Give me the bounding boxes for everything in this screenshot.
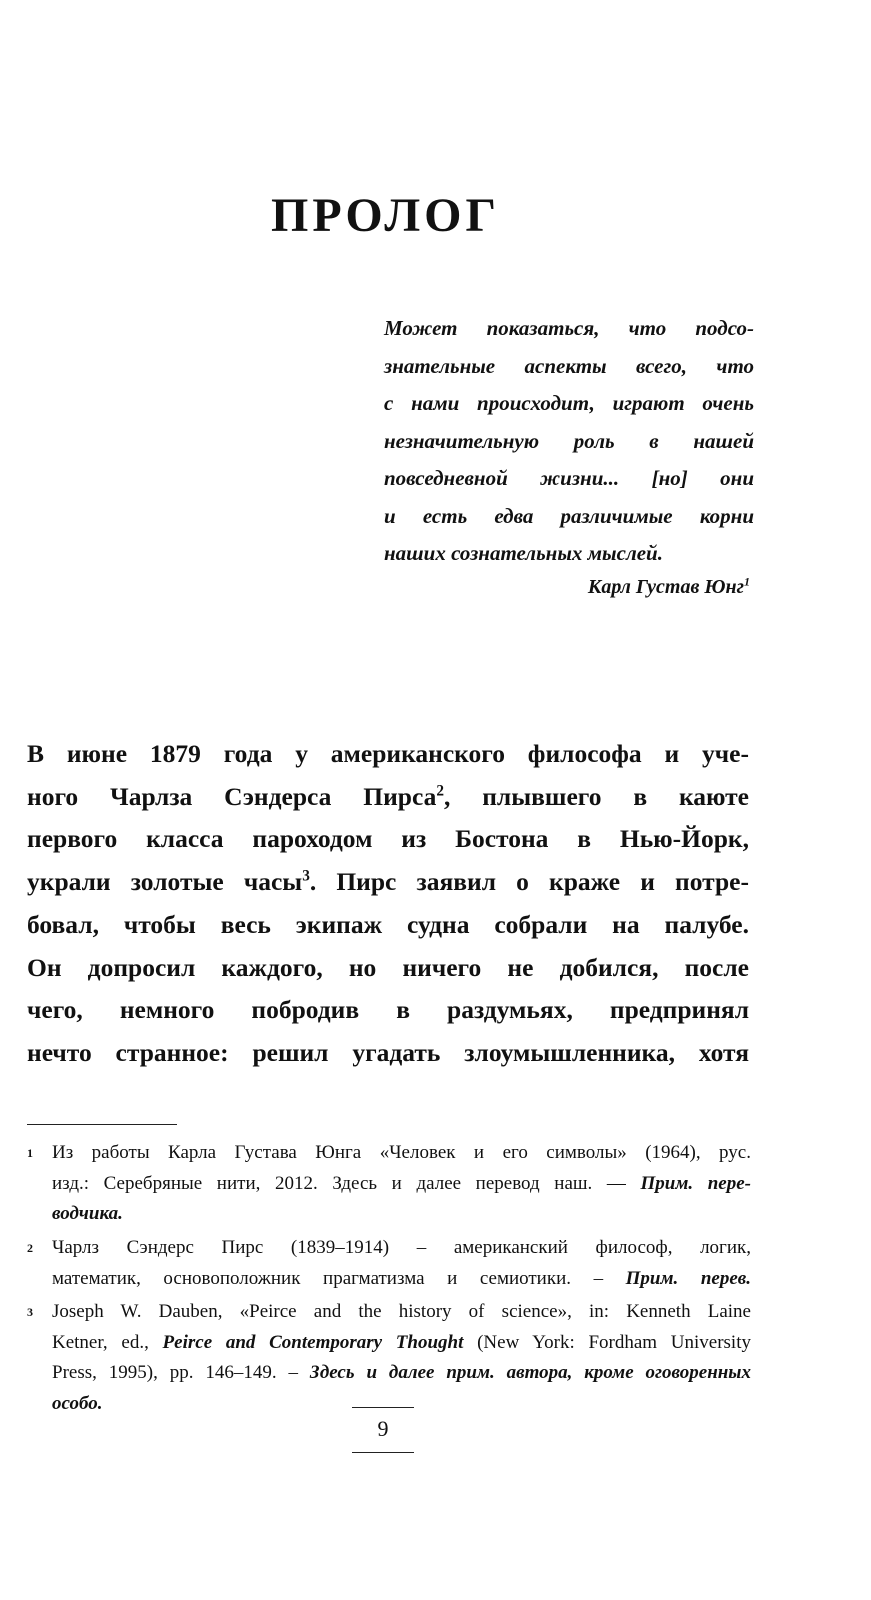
text-fragment: украли золотые часы xyxy=(27,867,303,897)
footnote-3 xyxy=(27,1297,751,1419)
footnote-line xyxy=(52,1199,751,1230)
epigraph-line: наших сознательных мыслей. xyxy=(384,541,663,565)
epigraph-line: с нами происходит, играют очень xyxy=(384,391,754,415)
page-number: 9 xyxy=(352,1407,414,1453)
footnote-divider xyxy=(27,1124,177,1125)
footnote-note: водчика. xyxy=(52,1203,123,1224)
footnote-line xyxy=(52,1169,751,1200)
chapter-title: ПРОЛОГ xyxy=(271,189,500,242)
epigraph-line: Может показаться, что подсо- xyxy=(384,316,754,340)
footnote-note: особо. xyxy=(52,1392,103,1414)
text-line: нечто странное: решил угадать злоумышленника, хотя xyxy=(27,1037,749,1067)
footnote-line xyxy=(52,1264,751,1295)
text-fragment: ного Чарлза Сэндерса Пирса xyxy=(27,781,437,811)
footnote-2 xyxy=(27,1233,751,1294)
book-title: Peirce and Contemporary Thought xyxy=(162,1331,464,1353)
text-line: бовал, чтобы весь экипаж судна собрали на палубе. xyxy=(27,909,749,939)
epigraph-line: повседневной жизни... [но] они xyxy=(384,466,754,490)
text-line: В июне 1879 года у американского философа и уче- xyxy=(27,739,749,768)
footnote-ref: 2 xyxy=(436,782,444,800)
footnote-ref: 3 xyxy=(302,867,310,885)
footnote-text: изд.: Серебряные нити, 2012. Здесь и далее перевод наш. — xyxy=(52,1172,641,1194)
footnote-number: 1 xyxy=(27,1146,33,1160)
footnote-note: Прим. перев. xyxy=(625,1267,751,1289)
body-text xyxy=(27,733,749,1075)
footnote-line xyxy=(52,1358,751,1389)
footnote-line: Из работы Карла Густава Юнга «Человек и его символы» (1964), рус. xyxy=(52,1142,751,1163)
epigraph-line: незначительную роль в нашей xyxy=(384,428,754,453)
epigraph-line: и есть едва различимые корни xyxy=(384,503,754,528)
text-line: первого класса пароходом из Бостона в Нью-Йорк, xyxy=(27,824,749,854)
text-fragment: , плывшего в каюте xyxy=(444,781,749,811)
text-line: чего, немного побродив в раздумьях, предпринял xyxy=(27,995,749,1025)
footnote-1 xyxy=(27,1138,751,1230)
footnote-number: 2 xyxy=(27,1241,33,1255)
text-fragment: . Пирс заявил о краже и потре- xyxy=(309,867,749,897)
epigraph xyxy=(384,310,754,573)
footnote-number: 3 xyxy=(27,1305,33,1319)
footnote-line: Joseph W. Dauben, «Peirce and the history of science», in: Kenneth Laine xyxy=(52,1301,751,1322)
text-line: Он допросил каждого, но ничего не добился, после xyxy=(27,952,749,982)
footnote-note: Здесь и далее прим. автора, кроме оговоренных xyxy=(309,1362,751,1383)
author-name: Карл Густав Юнг xyxy=(587,576,744,598)
footnote-text: Press, 1995), pp. 146–149. – xyxy=(52,1362,310,1383)
epigraph-author xyxy=(384,576,750,599)
footnote-line: Чарлз Сэндерс Пирс (1839–1914) – американский философ, логик, xyxy=(52,1237,751,1258)
epigraph-line: знательные аспекты всего, что xyxy=(384,353,754,378)
footnote-text: Ketner, ed., xyxy=(52,1331,163,1353)
footnote-text: математик, основоположник прагматизма и семиотики. – xyxy=(52,1267,626,1289)
footnote-note: Прим. пере- xyxy=(640,1172,752,1194)
footnote-text: (New York: Fordham University xyxy=(463,1331,751,1353)
footnote-line xyxy=(52,1328,751,1359)
text-line xyxy=(27,776,749,819)
footnote-ref: 1 xyxy=(744,574,750,589)
text-line xyxy=(27,861,749,904)
